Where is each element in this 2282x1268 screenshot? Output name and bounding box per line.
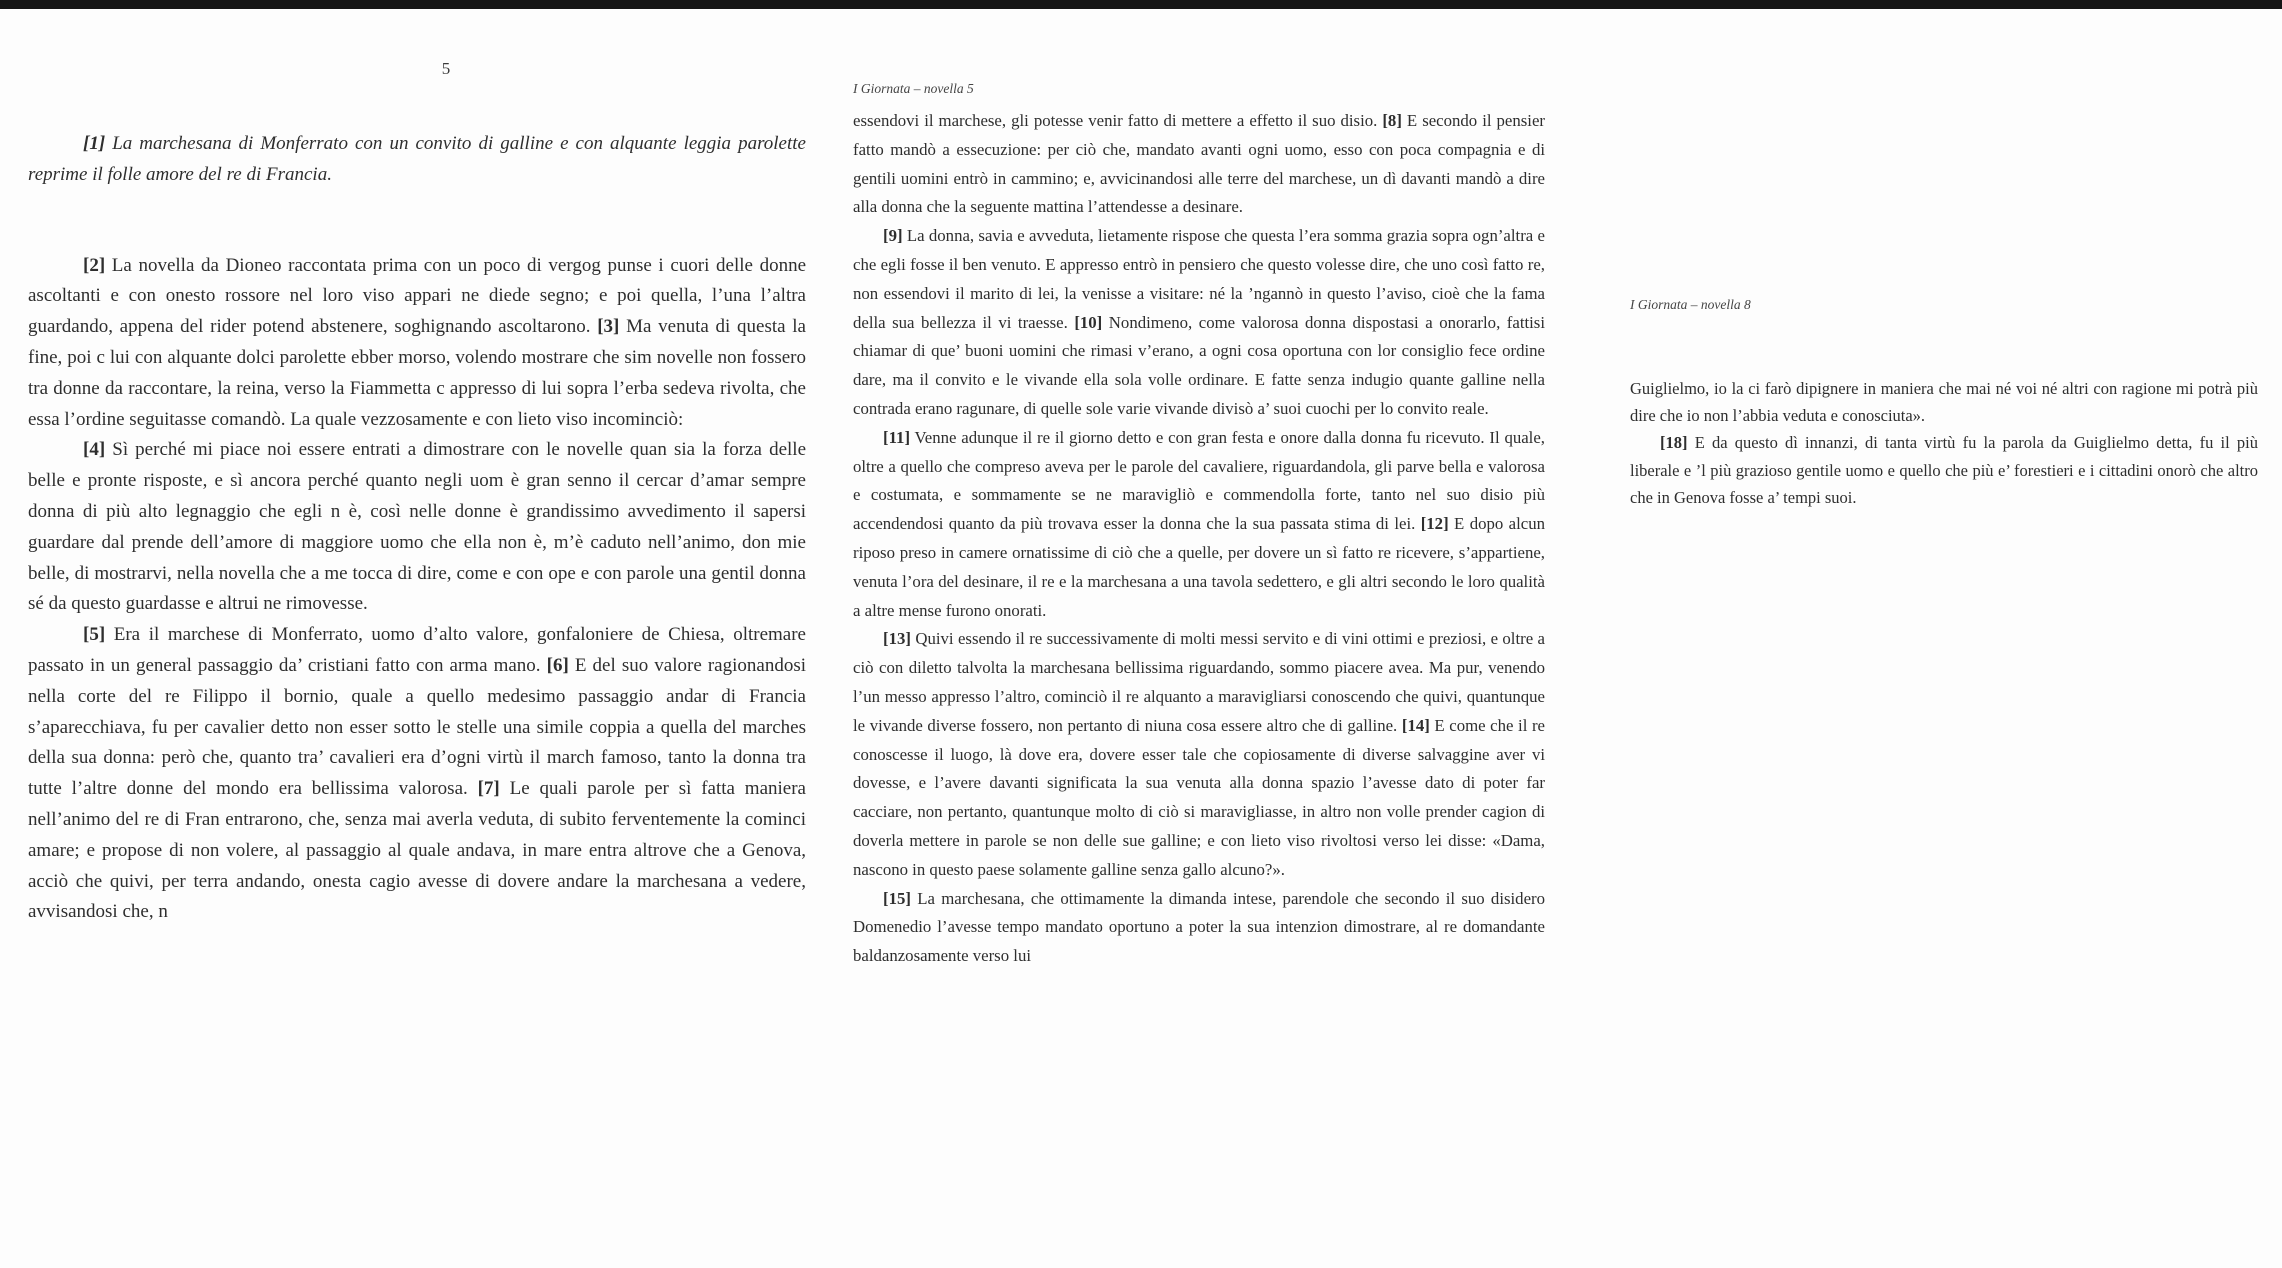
paragraph: essendovi il marchese, gli potesse venir fatto di mettere a effetto il suo disio. [8] E secondo il pensier fatto mandò a essecuzione: per ciò che, mandato avanti ogni uomo, esso con poca compagnia e di gentili uomini entrò in cammino; e, avvicinandosi alle terre del marchese, un dì davanti mandò a dire alla donna che la seguente mattina l’attendesse a desinare. [853,111,1545,217]
paragraph: [18] E da questo dì innanzi, di tanta virtù fu la parola da Guiglielmo detta, fu il più liberale e ’l più grazioso gentile uomo e quello che più e’ forestieri e i cittadini onorò che altro che in Genova fosse a’ tempi suoi. [1630,433,2258,507]
page-number: 5 [441,59,451,78]
window-top-edge [0,0,2282,9]
document-canvas[interactable] [0,9,2282,1268]
page-left-body [28,129,806,928]
page-left-novella-5 [28,59,806,928]
paragraph: [2] La novella da Dioneo raccontata prima con un poco di vergog punse i cuori delle donne ascoltanti e con onesto rossore nel loro viso appari ne diede segno; e poi quella, l’una l’altra guardando, appena del rider potend abstenere, soghignando ascoltarono. [3] Ma venuta di questa la fine, poi c lui con alquante dolci parolette ebber morso, volendo mostrare che sim novelle non fossero tra donne da raccontare, la reina, verso la Fiammetta c appresso di lui sopra l’erba sedeva rivolta, che essa l’ordine seguitasse comandò. La quale vezzosamente e con lieto viso incominciò: [28,254,806,430]
page-middle-novella-5 [853,81,1545,971]
paragraph: [15] La marchesana, che ottimamente la dimanda intese, parendole che secondo il suo disidero Domenedio l’avesse tempo mandato oportuno a poter la sua intenzion dimostrare, al re domandante baldanzosamente verso lui [853,888,1545,966]
novella-rubric: [1] La marchesana di Monferrato con un convito di galline e con alquante leggia parolette reprime il folle amore del re di Francia. [28,133,806,185]
running-header-novella-5: I Giornata – novella 5 [853,81,974,96]
paragraph: [11] Venne adunque il re il giorno detto e con gran festa e onore dalla donna fu ricevuto. Il quale, oltre a quello che compreso aveva per le parole del cavaliere, riguardandola, gli parve bella e valorosa e costumata, e sommamente se ne maravigliò e commendolla forte, tanto nel suo disio più accendendosi quanto da più trovava esser la donna che la sua passata stima di lei. [12] E dopo alcun riposo preso in camere ornatissime di ciò che a quelle, per dovere un sì fatto re ricevere, s’appartiene, venuta l’ora del desinare, il re e la marchesana a una tavola sedettero, e gli altri secondo le loro qualità a altre mense furono onorati. [853,427,1545,620]
paragraph: [5] Era il marchese di Monferrato, uomo d’alto valore, gonfaloniere de Chiesa, oltremare passato in un general passaggio da’ cristiani fatto con arma mano. [6] E del suo valore ragionandosi nella corte del re Filippo il bornio, quale a quello medesimo passaggio andar di Francia s’aparecchiava, fu per cavalier detto non esser sotto le stelle una simile coppia a quella del marches della sua donna: però che, quanto tra’ cavalieri era d’ogni virtù il march famoso, tanto la donna tra tutte l’altre donne del mondo era bellissima valorosa. [7] Le quali parole per sì fatta maniera nell’animo del re di Fran entrarono, che, senza mai averla veduta, di subito ferventemente la cominci amare; e propose di non volere, al passaggio al quale andava, in mare entra altrove che a Genova, acciò che quivi, per terra andando, onesta cagio avesse di dovere andare la marchesana a vedere, avvisandosi che, n [28,624,806,923]
paragraph: [4] Sì perché mi piace noi essere entrati a dimostrare con le novelle quan sia la forza delle belle e pronte risposte, e sì ancora perché quanto negli uom è gran senno il cercar d’amar sempre donna di più alto legnaggio che egli n è, così nelle donne è grandissimo avvedimento il sapersi guardare dal prende dell’amore di maggiore uomo che ella non è, m’è caduto nell’animo, don mie belle, di mostrarvi, nella novella che a me tocca di dire, come e con ope e con parole una gentil donna sé da questo guardasse e altrui ne rimovesse. [28,439,806,615]
page-right-novella-8 [1630,297,2258,511]
paragraph: [9] La donna, savia e avveduta, lietamente rispose che questa l’era somma grazia sopra ogn’altra e che egli fosse il ben venuto. E appresso entrò in pensiero che questo volesse dire, che uno così fatto re, non essendovi il marito di lei, la venisse a visitare: né la ’ngannò in questo l’aviso, cioè che la fama della sua bellezza il vi traesse. [10] Nondimeno, come valorosa donna dispostasi a onorarlo, fattisi chiamar di que’ buoni uomini che rimasi v’erano, a ogni cosa oportuna con lor consiglio fece ordine dare, ma il convito e le vivande ella sola volle ordinare. E fatte senza indugio quante galline nella contrada erano ragunare, di quelle sole varie vivande divisò a’ suoi cuochi per lo convito reale. [853,226,1546,418]
paragraph: Guiglielmo, io la ci farò dipignere in maniera che mai né voi né altri con ragione mi potrà più dire che io non l’abbia veduta e conosciuta». [1630,379,2258,426]
running-header-novella-8: I Giornata – novella 8 [1630,297,1751,312]
paragraph: [13] Quivi essendo il re successivamente di molti messi servito e di vini ottimi e preziosi, e oltre a ciò con diletto talvolta la marchesana bellissima riguardando, sommo piacere avea. Ma pur, venendo l’un messo appresso l’altro, cominciò il re alquanto a maravigliarsi conoscendo che quivi, quantunque le vivande diverse fossero, non pertanto di niuna cosa essere altro che di galline. [14] E come che il re conoscesse il luogo, là dove era, dovere esser tale che copiosamente di diverse salvaggine aver vi dovesse, e l’avere davanti significata la sua venuta alla donna spazio l’avesse dato di poter far cacciare, non pertanto, quantunque molto di ciò si maravigliasse, in altro non volle prender cagion di doverla mettere in parole se non delle sue galline; e con lieto viso rivoltosi verso lei disse: «Dama, nascono in questo paese solamente galline senza gallo alcuno?». [853,629,1546,879]
